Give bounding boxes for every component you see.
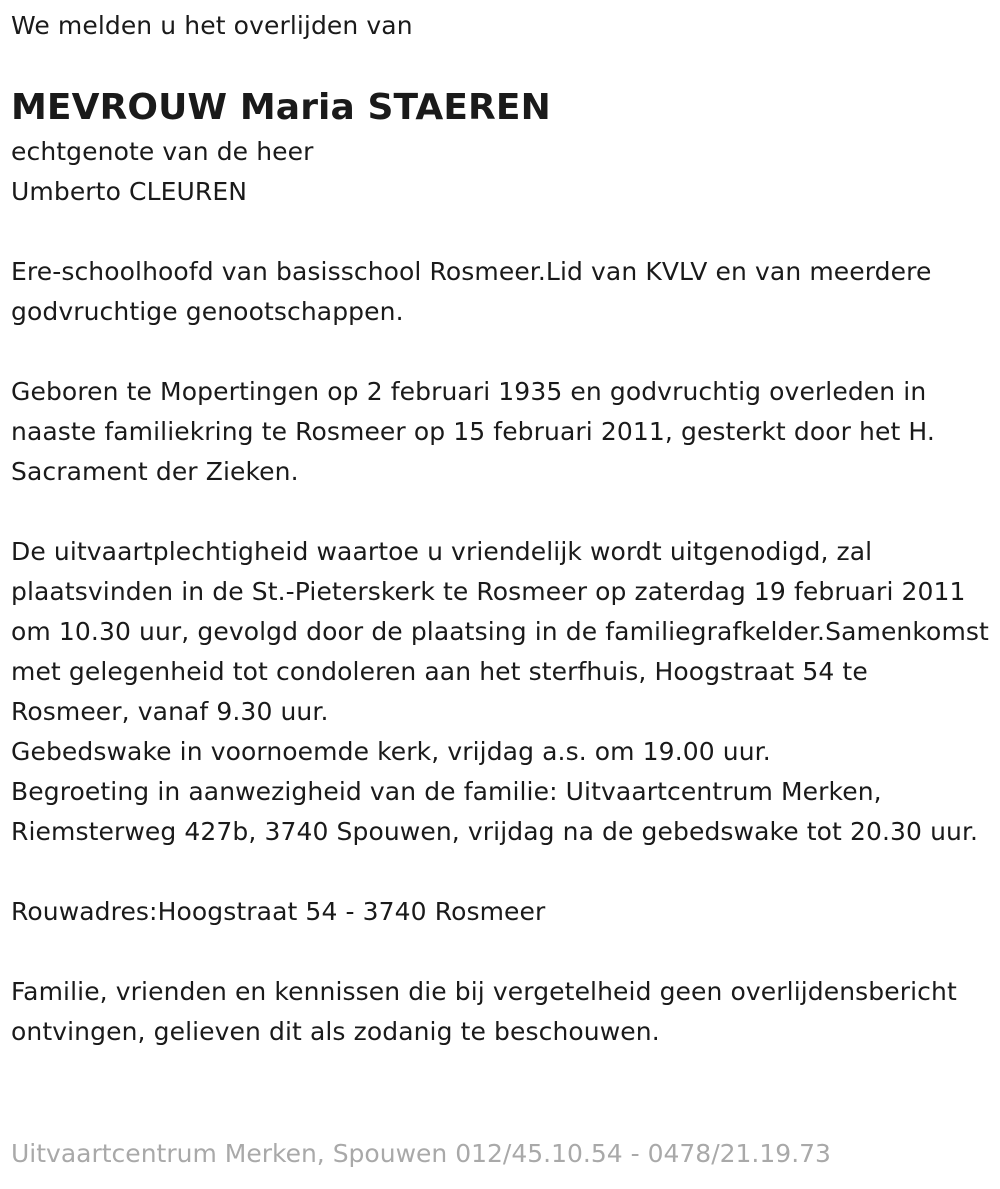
visitation-paragraph: Begroeting in aanwezigheid van de familie: Uitvaartcentrum Merken, Riemsterweg 427b, 3740 Spouwen, vrijdag na de gebedswake tot 20.30 uur. — [11, 777, 979, 846]
vigil-paragraph: Gebedswake in voornoemde kerk, vrijdag a.s. om 19.00 uur. — [11, 737, 771, 766]
notice-intro: We melden u het overlijden van — [11, 11, 413, 40]
closing-paragraph: Familie, vrienden en kennissen die bij vergetelheid geen overlijdensbericht ontvingen, gelieven dit als zodanig te beschouwen. — [11, 977, 957, 1046]
funeral-home-footer: Uitvaartcentrum Merken, Spouwen 012/45.10.54 - 0478/21.19.73 — [11, 1139, 831, 1168]
profession-paragraph: Ere-schoolhoofd van basisschool Rosmeer.Lid van KVLV en van meerdere godvruchtige genootschappen. — [11, 257, 932, 326]
deceased-name: MEVROUW Maria STAEREN — [11, 87, 551, 128]
funeral-paragraph: De uitvaartplechtigheid waartoe u vriendelijk wordt uitgenodigd, zal plaatsvinden in de St.-Pieterskerk te Rosmeer op zaterdag 19 februari 2011 om 10.30 uur, gevolgd door de plaatsing in de familiegrafkelder.Samenkomst met gelegenheid tot condoleren aan het sterfhuis, Hoogstraat 54 te Rosmeer, vanaf 9.30 uur. — [11, 537, 989, 726]
birth-death-paragraph: Geboren te Mopertingen op 2 februari 1935 en godvruchtig overleden in naaste familiekring te Rosmeer op 15 februari 2011, gesterkt door het H. Sacrament der Zieken. — [11, 377, 935, 486]
death-notice — [11, 6, 991, 1052]
spouse-line-2: Umberto CLEUREN — [11, 177, 248, 206]
spouse-line-1: echtgenote van de heer — [11, 137, 314, 166]
mourning-address: Rouwadres:Hoogstraat 54 - 3740 Rosmeer — [11, 897, 546, 926]
